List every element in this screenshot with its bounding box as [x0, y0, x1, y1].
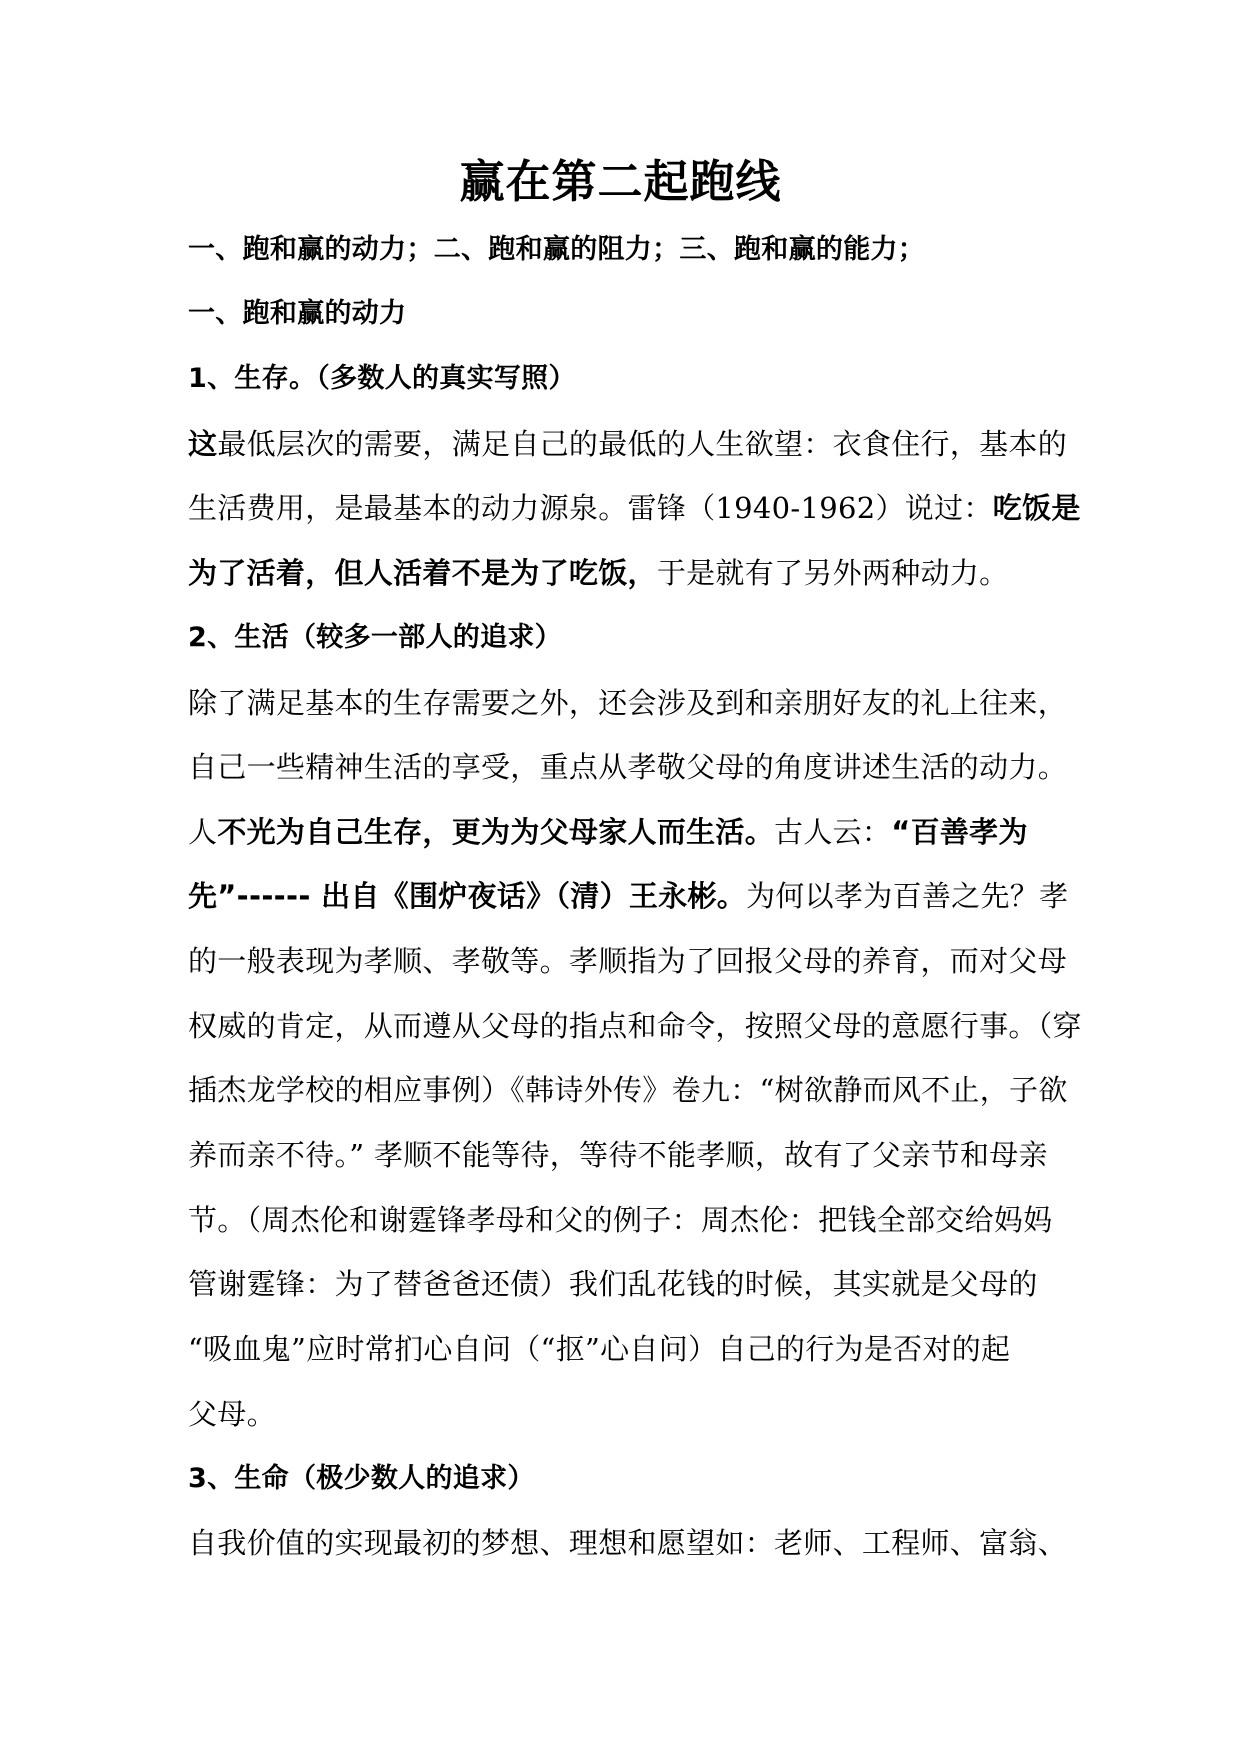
bold-text: 为了活着，但人活着不是为了吃饭，	[188, 556, 657, 590]
paragraph-line	[188, 551, 1068, 595]
paragraph-line: 自我价值的实现最初的梦想、理想和愿望如：老师、工程师、富翁、	[188, 1526, 1068, 1560]
paragraph-line: 除了满足基本的生存需要之外，还会涉及到和亲朋好友的礼上往来，	[188, 686, 1068, 720]
item-heading-life: 2、生活（较多一部人的追求）	[188, 622, 562, 653]
text-span: 为何以孝为百善之先？孝	[746, 879, 1069, 913]
section-heading-motivation: 一、跑和赢的动力	[188, 298, 407, 329]
bold-text: 这	[188, 427, 218, 461]
bold-text: 不光为自己生存，更为为父母家人而生活。	[217, 815, 775, 849]
paragraph-line	[188, 422, 1068, 466]
item-heading-vitality: 3、生命（极少数人的追求）	[188, 1463, 535, 1494]
text-span: 于是就有了另外两种动力。	[656, 556, 1009, 590]
text-span: 生活费用，是最基本的动力源泉。雷锋（1940-1962）说过：	[188, 491, 993, 525]
paragraph-line: 插杰龙学校的相应事例）《韩诗外传》卷九：“树欲静而风不止，子欲	[188, 1073, 1068, 1107]
paragraph-line: 节。（周杰伦和谢霆锋孝母和父的例子：周杰伦：把钱全部交给妈妈	[188, 1203, 1053, 1237]
text-span: 最低层次的需要，满足自己的最低的人生欲望：衣食住行，基本的	[217, 427, 1068, 461]
paragraph-line	[188, 874, 1068, 918]
paragraph-line: “吸血鬼”应时常扪心自问（“抠”心自问）自己的行为是否对的起	[188, 1332, 1011, 1366]
bold-text: 先”------ 出自《围炉夜话》（清）王永彬。	[188, 879, 747, 913]
item-heading-survival: 1、生存。（多数人的真实写照）	[188, 363, 576, 394]
bold-text: 吃饭是	[992, 491, 1081, 525]
paragraph-line: 的一般表现为孝顺、孝敬等。孝顺指为了回报父母的养育，而对父母	[188, 944, 1068, 978]
paragraph-line: 父母。	[188, 1397, 276, 1431]
paragraph-line: 自己一些精神生活的享受，重点从孝敬父母的角度讲述生活的动力。	[188, 750, 1068, 784]
paragraph-line	[188, 486, 1081, 530]
text-span: 人	[188, 815, 218, 849]
outline-heading: 一、跑和赢的动力；二、跑和赢的阻力；三、跑和赢的能力；	[188, 234, 926, 265]
bold-text: “百善孝为	[891, 815, 1028, 849]
paragraph-line: 权威的肯定，从而遵从父母的指点和命令，按照父母的意愿行事。（穿	[188, 1009, 1082, 1043]
text-span: 古人云：	[774, 815, 892, 849]
paragraph-line	[188, 810, 1068, 854]
paragraph-line: 管谢霆锋：为了替爸爸还债）我们乱花钱的时候，其实就是父母的	[188, 1267, 1038, 1301]
paragraph-line: 养而亲不待。” 孝顺不能等待，等待不能孝顺，故有了父亲节和母亲	[188, 1138, 1048, 1172]
document-title: 赢在第二起跑线	[459, 155, 782, 208]
